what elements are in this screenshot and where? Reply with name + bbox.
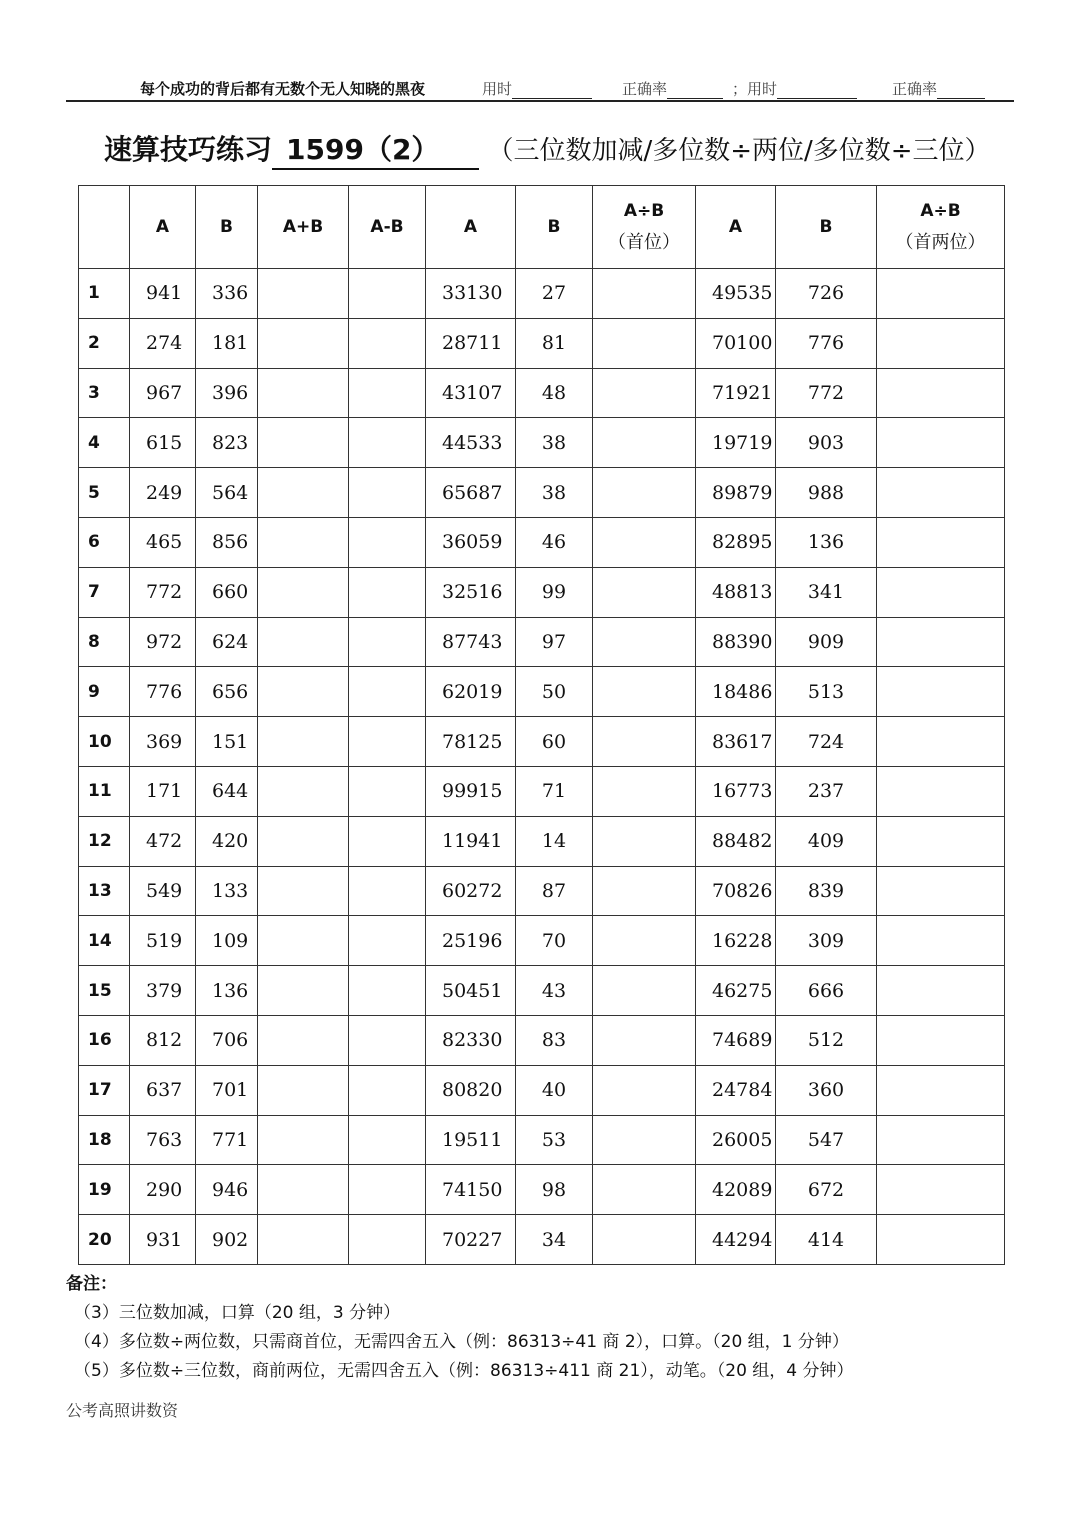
cell-b1: 946 <box>196 1165 258 1215</box>
cell-b2: 43 <box>516 966 593 1016</box>
cell-a3: 18486 <box>696 667 776 717</box>
cell-a3: 48813 <box>696 567 776 617</box>
answer-cell-div2[interactable] <box>877 667 1005 717</box>
accuracy-field-1 <box>622 78 723 99</box>
answer-cell-div2[interactable] <box>877 517 1005 567</box>
cell-a1: 465 <box>130 517 196 567</box>
cell-a2: 32516 <box>426 567 516 617</box>
cell-b2: 50 <box>516 667 593 717</box>
cell-b2: 87 <box>516 866 593 916</box>
answer-cell-diff[interactable] <box>349 269 426 319</box>
answer-cell-div1[interactable] <box>593 966 696 1016</box>
cell-b1: 701 <box>196 1065 258 1115</box>
time-field-2 <box>732 78 857 99</box>
cell-a2: 44533 <box>426 418 516 468</box>
cell-b3: 839 <box>776 866 877 916</box>
cell-n: 16 <box>79 1015 130 1065</box>
cell-n: 3 <box>79 368 130 418</box>
answer-cell-div1[interactable] <box>593 517 696 567</box>
cell-n: 19 <box>79 1165 130 1215</box>
cell-b3: 512 <box>776 1015 877 1065</box>
cell-b3: 909 <box>776 617 877 667</box>
answer-cell-div1[interactable] <box>593 866 696 916</box>
header-a1: A <box>130 186 196 269</box>
cell-n: 1 <box>79 269 130 319</box>
cell-b3: 776 <box>776 318 877 368</box>
cell-b3: 513 <box>776 667 877 717</box>
accuracy-field-2 <box>892 78 985 99</box>
cell-a3: 19719 <box>696 418 776 468</box>
answer-cell-div1[interactable] <box>593 916 696 966</box>
cell-b1: 564 <box>196 468 258 518</box>
cell-b3: 726 <box>776 269 877 319</box>
table-row <box>79 368 1005 418</box>
cell-b2: 70 <box>516 916 593 966</box>
answer-cell-sum[interactable] <box>258 517 349 567</box>
table-row <box>79 717 1005 767</box>
notes-label: 备注： <box>66 1274 117 1294</box>
cell-a2: 28711 <box>426 318 516 368</box>
answer-cell-div1[interactable] <box>593 318 696 368</box>
answer-cell-div1[interactable] <box>593 567 696 617</box>
answer-cell-diff[interactable] <box>349 617 426 667</box>
cell-b1: 706 <box>196 1015 258 1065</box>
cell-a2: 65687 <box>426 468 516 518</box>
cell-a2: 82330 <box>426 1015 516 1065</box>
cell-b2: 83 <box>516 1015 593 1065</box>
cell-a2: 62019 <box>426 667 516 717</box>
header-index <box>79 186 130 269</box>
cell-a1: 171 <box>130 766 196 816</box>
cell-a3: 24784 <box>696 1065 776 1115</box>
cell-b2: 46 <box>516 517 593 567</box>
answer-cell-diff[interactable] <box>349 1115 426 1165</box>
cell-b2: 97 <box>516 617 593 667</box>
cell-b3: 309 <box>776 916 877 966</box>
answer-cell-sum[interactable] <box>258 418 349 468</box>
table-row <box>79 468 1005 518</box>
cell-b3: 136 <box>776 517 877 567</box>
answer-cell-div2[interactable] <box>877 966 1005 1016</box>
header-sum: A+B <box>258 186 349 269</box>
answer-cell-div1[interactable] <box>593 1115 696 1165</box>
separator: ； <box>732 80 748 98</box>
cell-a3: 82895 <box>696 517 776 567</box>
answer-cell-diff[interactable] <box>349 1015 426 1065</box>
cell-b2: 48 <box>516 368 593 418</box>
answer-cell-sum[interactable] <box>258 1065 349 1115</box>
table-row <box>79 418 1005 468</box>
cell-a1: 763 <box>130 1115 196 1165</box>
cell-b1: 151 <box>196 717 258 767</box>
answer-cell-div1[interactable] <box>593 468 696 518</box>
cell-a2: 70227 <box>426 1215 516 1265</box>
answer-cell-sum[interactable] <box>258 816 349 866</box>
note-line-5: （5）多位数÷三位数，商前两位，无需四舍五入（例：86313÷411 商 21），动笔。（20 组，4 分钟） <box>74 1361 854 1381</box>
answer-cell-diff[interactable] <box>349 866 426 916</box>
cell-b2: 98 <box>516 1165 593 1215</box>
cell-a1: 772 <box>130 567 196 617</box>
cell-n: 11 <box>79 766 130 816</box>
cell-b3: 547 <box>776 1115 877 1165</box>
answer-cell-sum[interactable] <box>258 567 349 617</box>
cell-a3: 49535 <box>696 269 776 319</box>
table-row <box>79 667 1005 717</box>
answer-cell-div2[interactable] <box>877 1015 1005 1065</box>
time-blank-1[interactable] <box>512 84 592 99</box>
time-label-1: 用时 <box>482 80 513 98</box>
table-row <box>79 916 1005 966</box>
cell-b1: 660 <box>196 567 258 617</box>
answer-cell-div2[interactable] <box>877 1215 1005 1265</box>
cell-a1: 967 <box>130 368 196 418</box>
header-a2: A <box>426 186 516 269</box>
cell-a3: 83617 <box>696 717 776 767</box>
answer-cell-div2[interactable] <box>877 717 1005 767</box>
cell-n: 8 <box>79 617 130 667</box>
answer-cell-div1[interactable] <box>593 667 696 717</box>
header-diff: A-B <box>349 186 426 269</box>
answer-cell-diff[interactable] <box>349 766 426 816</box>
time-label-2: 用时 <box>747 80 778 98</box>
cell-b3: 414 <box>776 1215 877 1265</box>
cell-a2: 11941 <box>426 816 516 866</box>
cell-a1: 549 <box>130 866 196 916</box>
cell-a3: 16773 <box>696 766 776 816</box>
cell-a2: 80820 <box>426 1065 516 1115</box>
answer-cell-div1[interactable] <box>593 418 696 468</box>
cell-b3: 341 <box>776 567 877 617</box>
answer-cell-div1[interactable] <box>593 1065 696 1115</box>
answer-cell-diff[interactable] <box>349 418 426 468</box>
cell-a2: 19511 <box>426 1115 516 1165</box>
cell-a3: 70100 <box>696 318 776 368</box>
cell-a1: 776 <box>130 667 196 717</box>
cell-n: 13 <box>79 866 130 916</box>
header-div2-label: A÷B <box>920 200 961 221</box>
cell-b1: 396 <box>196 368 258 418</box>
cell-a3: 71921 <box>696 368 776 418</box>
motto-text: 每个成功的背后都有无数个无人知晓的黑夜 <box>140 80 426 98</box>
answer-cell-sum[interactable] <box>258 916 349 966</box>
header-b1: B <box>196 186 258 269</box>
answer-cell-div1[interactable] <box>593 717 696 767</box>
header-div1-note: （首位） <box>608 231 680 253</box>
cell-b2: 38 <box>516 468 593 518</box>
cell-b3: 903 <box>776 418 877 468</box>
header-div1 <box>593 186 696 269</box>
cell-a2: 60272 <box>426 866 516 916</box>
answer-cell-sum[interactable] <box>258 1015 349 1065</box>
cell-a2: 87743 <box>426 617 516 667</box>
answer-cell-sum[interactable] <box>258 1115 349 1165</box>
cell-b3: 772 <box>776 368 877 418</box>
cell-b2: 34 <box>516 1215 593 1265</box>
answer-cell-diff[interactable] <box>349 1165 426 1215</box>
cell-a2: 33130 <box>426 269 516 319</box>
accuracy-blank-2[interactable] <box>937 84 985 99</box>
cell-b2: 38 <box>516 418 593 468</box>
cell-b2: 60 <box>516 717 593 767</box>
cell-b1: 644 <box>196 766 258 816</box>
answer-cell-sum[interactable] <box>258 368 349 418</box>
cell-b3: 360 <box>776 1065 877 1115</box>
cell-b1: 902 <box>196 1215 258 1265</box>
cell-a3: 88390 <box>696 617 776 667</box>
cell-n: 2 <box>79 318 130 368</box>
cell-b2: 40 <box>516 1065 593 1115</box>
answer-cell-sum[interactable] <box>258 617 349 667</box>
answer-cell-div1[interactable] <box>593 1015 696 1065</box>
header-a3: A <box>696 186 776 269</box>
cell-b1: 856 <box>196 517 258 567</box>
answer-cell-div2[interactable] <box>877 1115 1005 1165</box>
answer-cell-diff[interactable] <box>349 567 426 617</box>
answer-cell-diff[interactable] <box>349 816 426 866</box>
answer-cell-diff[interactable] <box>349 318 426 368</box>
table-row <box>79 1015 1005 1065</box>
cell-n: 6 <box>79 517 130 567</box>
cell-a2: 25196 <box>426 916 516 966</box>
cell-a2: 43107 <box>426 368 516 418</box>
cell-n: 20 <box>79 1215 130 1265</box>
table-row <box>79 617 1005 667</box>
exercise-table <box>78 185 1005 1265</box>
cell-a1: 369 <box>130 717 196 767</box>
cell-n: 10 <box>79 717 130 767</box>
answer-cell-div2[interactable] <box>877 418 1005 468</box>
answer-cell-diff[interactable] <box>349 1065 426 1115</box>
cell-a3: 16228 <box>696 916 776 966</box>
answer-cell-div2[interactable] <box>877 1065 1005 1115</box>
answer-cell-div1[interactable] <box>593 766 696 816</box>
table-row <box>79 966 1005 1016</box>
cell-b3: 672 <box>776 1165 877 1215</box>
cell-b3: 724 <box>776 717 877 767</box>
answer-cell-diff[interactable] <box>349 717 426 767</box>
answer-cell-sum[interactable] <box>258 766 349 816</box>
answer-cell-div2[interactable] <box>877 1165 1005 1215</box>
table-row <box>79 1165 1005 1215</box>
time-blank-2[interactable] <box>777 84 857 99</box>
table-row <box>79 269 1005 319</box>
answer-cell-div2[interactable] <box>877 816 1005 866</box>
cell-a3: 44294 <box>696 1215 776 1265</box>
table-header-row <box>79 186 1005 269</box>
cell-b1: 656 <box>196 667 258 717</box>
cell-n: 14 <box>79 916 130 966</box>
cell-b1: 624 <box>196 617 258 667</box>
page-title <box>104 128 991 170</box>
cell-b1: 823 <box>196 418 258 468</box>
answer-cell-diff[interactable] <box>349 368 426 418</box>
answer-cell-div1[interactable] <box>593 617 696 667</box>
accuracy-label-2: 正确率 <box>892 80 938 98</box>
cell-a1: 249 <box>130 468 196 518</box>
answer-cell-div2[interactable] <box>877 617 1005 667</box>
answer-cell-div1[interactable] <box>593 1165 696 1215</box>
title-main: 速算技巧练习 <box>104 133 273 166</box>
cell-a3: 42089 <box>696 1165 776 1215</box>
cell-b1: 136 <box>196 966 258 1016</box>
cell-b2: 99 <box>516 567 593 617</box>
answer-cell-sum[interactable] <box>258 1165 349 1215</box>
cell-a2: 36059 <box>426 517 516 567</box>
cell-a1: 472 <box>130 816 196 866</box>
table-row <box>79 816 1005 866</box>
table-row <box>79 567 1005 617</box>
cell-a3: 74689 <box>696 1015 776 1065</box>
accuracy-label-1: 正确率 <box>622 80 668 98</box>
cell-n: 12 <box>79 816 130 866</box>
cell-b2: 53 <box>516 1115 593 1165</box>
cell-a1: 637 <box>130 1065 196 1115</box>
answer-cell-diff[interactable] <box>349 1215 426 1265</box>
cell-a1: 290 <box>130 1165 196 1215</box>
note-line-3: （3）三位数加减，口算（20 组，3 分钟） <box>74 1303 401 1323</box>
table-row <box>79 1215 1005 1265</box>
table-row <box>79 866 1005 916</box>
cell-n: 7 <box>79 567 130 617</box>
cell-a3: 26005 <box>696 1115 776 1165</box>
cell-a1: 379 <box>130 966 196 1016</box>
cell-a3: 46275 <box>696 966 776 1016</box>
cell-n: 15 <box>79 966 130 1016</box>
cell-a3: 89879 <box>696 468 776 518</box>
title-number: 1599（2） <box>272 128 479 170</box>
cell-a3: 70826 <box>696 866 776 916</box>
cell-n: 18 <box>79 1115 130 1165</box>
cell-a1: 519 <box>130 916 196 966</box>
cell-a2: 99915 <box>426 766 516 816</box>
cell-n: 5 <box>79 468 130 518</box>
cell-b1: 771 <box>196 1115 258 1165</box>
footer-credit: 公考高照讲数资 <box>66 1401 179 1420</box>
time-field-1 <box>482 78 592 99</box>
cell-a1: 972 <box>130 617 196 667</box>
answer-cell-div2[interactable] <box>877 318 1005 368</box>
notes-section <box>66 1270 854 1386</box>
answer-cell-div2[interactable] <box>877 866 1005 916</box>
answer-cell-sum[interactable] <box>258 866 349 916</box>
answer-cell-diff[interactable] <box>349 517 426 567</box>
cell-a2: 50451 <box>426 966 516 1016</box>
answer-cell-div1[interactable] <box>593 816 696 866</box>
answer-cell-div2[interactable] <box>877 468 1005 518</box>
cell-a1: 941 <box>130 269 196 319</box>
cell-b2: 71 <box>516 766 593 816</box>
accuracy-blank-1[interactable] <box>667 84 723 99</box>
cell-a1: 931 <box>130 1215 196 1265</box>
cell-b1: 133 <box>196 866 258 916</box>
page-header <box>66 74 1014 102</box>
answer-cell-sum[interactable] <box>258 318 349 368</box>
answer-cell-div2[interactable] <box>877 766 1005 816</box>
cell-b2: 14 <box>516 816 593 866</box>
table-row <box>79 318 1005 368</box>
table-row <box>79 766 1005 816</box>
cell-b3: 237 <box>776 766 877 816</box>
cell-a1: 274 <box>130 318 196 368</box>
answer-cell-sum[interactable] <box>258 667 349 717</box>
title-subtitle: （三位数加减/多位数÷两位/多位数÷三位） <box>487 136 991 166</box>
answer-cell-diff[interactable] <box>349 916 426 966</box>
table-row <box>79 517 1005 567</box>
answer-cell-div1[interactable] <box>593 269 696 319</box>
cell-a2: 74150 <box>426 1165 516 1215</box>
cell-n: 9 <box>79 667 130 717</box>
answer-cell-div1[interactable] <box>593 368 696 418</box>
answer-cell-div2[interactable] <box>877 916 1005 966</box>
cell-b1: 109 <box>196 916 258 966</box>
header-div2-note: （首两位） <box>895 231 986 253</box>
cell-b1: 336 <box>196 269 258 319</box>
header-b3: B <box>776 186 877 269</box>
table-row <box>79 1115 1005 1165</box>
cell-b3: 409 <box>776 816 877 866</box>
table-row <box>79 1065 1005 1115</box>
header-b2: B <box>516 186 593 269</box>
answer-cell-sum[interactable] <box>258 468 349 518</box>
answer-cell-diff[interactable] <box>349 966 426 1016</box>
note-line-4: （4）多位数÷两位数，只需商首位，无需四舍五入（例：86313÷41 商 2），口算。（20 组，1 分钟） <box>74 1332 849 1352</box>
cell-a2: 78125 <box>426 717 516 767</box>
cell-b3: 666 <box>776 966 877 1016</box>
cell-n: 4 <box>79 418 130 468</box>
answer-cell-sum[interactable] <box>258 269 349 319</box>
answer-cell-sum[interactable] <box>258 966 349 1016</box>
cell-b2: 27 <box>516 269 593 319</box>
cell-b2: 81 <box>516 318 593 368</box>
cell-a1: 615 <box>130 418 196 468</box>
header-div1-label: A÷B <box>623 200 665 221</box>
cell-a3: 88482 <box>696 816 776 866</box>
answer-cell-div2[interactable] <box>877 269 1005 319</box>
cell-a1: 812 <box>130 1015 196 1065</box>
header-div2 <box>877 186 1005 269</box>
answer-cell-sum[interactable] <box>258 717 349 767</box>
answer-cell-div2[interactable] <box>877 368 1005 418</box>
answer-cell-diff[interactable] <box>349 468 426 518</box>
answer-cell-sum[interactable] <box>258 1215 349 1265</box>
cell-n: 17 <box>79 1065 130 1115</box>
cell-b1: 420 <box>196 816 258 866</box>
answer-cell-div2[interactable] <box>877 567 1005 617</box>
answer-cell-diff[interactable] <box>349 667 426 717</box>
answer-cell-div1[interactable] <box>593 1215 696 1265</box>
cell-b3: 988 <box>776 468 877 518</box>
cell-b1: 181 <box>196 318 258 368</box>
